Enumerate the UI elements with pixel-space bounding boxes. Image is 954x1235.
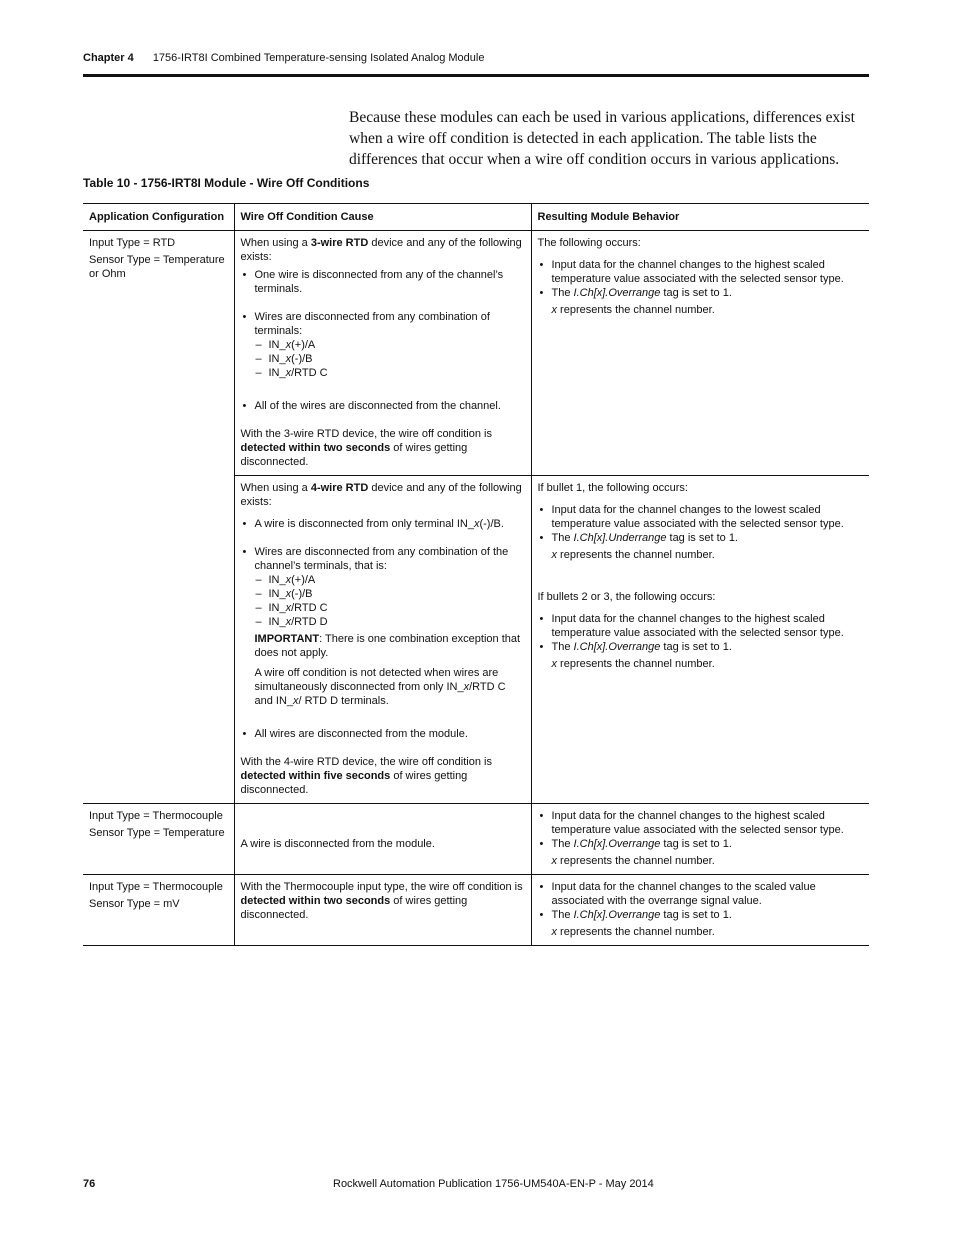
publication-info: Rockwell Automation Publication 1756-UM540A-EN-P - May 2014: [333, 1178, 654, 1190]
list-item: • The I.Ch[x].Overrange tag is set to 1.: [552, 837, 864, 851]
cause-cell-3wire: When using a 3-wire RTD device and any of the following exists: • One wire is disconnected from any of the channel’s terminals. • Wires are disconnected from any combination of terminals: – IN_x(+)/A – IN_x(-)/B – IN_x/RTD C • All of the wires are disconnected from the channel. With the 3-wire RTD device, the wire off condition is detected within two seconds of wires getting disconnected.: [234, 231, 531, 476]
list-item: • Input data for the channel changes to the highest scaled temperature value associated with the selected sensor type.: [552, 809, 864, 837]
cause-cell-tc-temp: A wire is disconnected from the module.: [234, 804, 531, 875]
behavior-cell-3wire: The following occurs: • Input data for the channel changes to the highest scaled temperature value associated with the selected sensor type. • The I.Ch[x].Overrange tag is set to 1. x represents the channel number.: [531, 231, 869, 476]
list-item: • The I.Ch[x].Overrange tag is set to 1.: [552, 286, 864, 300]
cause-cell-4wire: When using a 4-wire RTD device and any of the following exists: • A wire is disconnected from only terminal IN_x(-)/B. • Wires are disconnected from any combination of the channel’s terminals, that is: – IN_x(+)/A – IN_x(-)/B – IN_x/RTD C – IN_x/RTD D IMPORTANT: There is one combination exception that does not apply. A wire off condition is not detected when wires are simultaneously disconnected from only IN_x/RTD C and IN_x/ RTD D terminals. • All wires are disconnected from the module. With the 4-wire RTD device, the wire off condition is detected within five seconds of wires getting disconnected.: [234, 476, 531, 804]
list-item: • Wires are disconnected from any combination of the channel’s terminals, that is: – IN_x(+)/A – IN_x(-)/B – IN_x/RTD C – IN_x/RTD D IMPORTANT: There is one combination exception that does not apply. A wire off condition is not detected when wires are simultaneously disconnected from only IN_x/RTD C and IN_x/ RTD D terminals.: [255, 545, 525, 708]
cause-cell-tc-mv: With the Thermocouple input type, the wire off condition is detected within two seconds of wires getting disconnected.: [234, 875, 531, 946]
col-header-cause: Wire Off Condition Cause: [234, 204, 531, 231]
table-caption: Table 10 - 1756-IRT8I Module - Wire Off Conditions: [83, 176, 370, 190]
running-header: [83, 52, 868, 64]
intro-paragraph: Because these modules can each be used in various applications, differences exist when a wire off condition is detected in each application. The table lists the differences that occur when a wire off condition occurs in various applications.: [349, 109, 855, 168]
config-cell-tc-temp: Input Type = Thermocouple Sensor Type = Temperature: [83, 804, 234, 875]
header-rule: [83, 74, 869, 77]
list-item: • All of the wires are disconnected from the channel.: [255, 399, 525, 413]
list-item: • Input data for the channel changes to the highest scaled temperature value associated with the selected sensor type.: [552, 258, 864, 286]
list-item: • All wires are disconnected from the module.: [255, 727, 525, 741]
chapter-label: Chapter 4: [83, 52, 134, 64]
list-item: • A wire is disconnected from only terminal IN_x(-)/B.: [255, 517, 525, 531]
behavior-cell-tc-temp: • Input data for the channel changes to the highest scaled temperature value associated with the selected sensor type. • The I.Ch[x].Overrange tag is set to 1. x represents the channel number.: [531, 804, 869, 875]
list-item: • Wires are disconnected from any combination of terminals: – IN_x(+)/A – IN_x(-)/B – IN_x/RTD C: [255, 310, 525, 380]
col-header-config: Application Configuration: [83, 204, 234, 231]
page-number: 76: [83, 1178, 96, 1190]
list-item: • The I.Ch[x].Overrange tag is set to 1.: [552, 908, 864, 922]
list-item: • The I.Ch[x].Overrange tag is set to 1.: [552, 640, 864, 654]
list-item: • Input data for the channel changes to the highest scaled temperature value associated with the selected sensor type.: [552, 612, 864, 640]
behavior-cell-tc-mv: • Input data for the channel changes to the scaled value associated with the overrange signal value. • The I.Ch[x].Overrange tag is set to 1. x represents the channel number.: [531, 875, 869, 946]
list-item: • The I.Ch[x].Underrange tag is set to 1.: [552, 531, 864, 545]
list-item: • Input data for the channel changes to the scaled value associated with the overrange signal value.: [552, 880, 864, 908]
config-cell-rtd: Input Type = RTD Sensor Type = Temperature or Ohm: [83, 231, 234, 804]
table-header-row: [83, 204, 869, 231]
col-header-behavior: Resulting Module Behavior: [531, 204, 869, 231]
wire-off-table: [83, 203, 869, 946]
table-row: [83, 804, 869, 875]
list-item: • One wire is disconnected from any of the channel’s terminals.: [255, 268, 525, 296]
table-row: [83, 875, 869, 946]
behavior-cell-4wire: If bullet 1, the following occurs: • Input data for the channel changes to the lowest scaled temperature value associated with the selected sensor type. • The I.Ch[x].Underrange tag is set to 1. x represents the channel number. If bullets 2 or 3, the following occurs: • Input data for the channel changes to the highest scaled temperature value associated with the selected sensor type. • The I.Ch[x].Overrange tag is set to 1. x represents the channel number.: [531, 476, 869, 804]
table-row: [83, 231, 869, 476]
list-item: • Input data for the channel changes to the lowest scaled temperature value associated with the selected sensor type.: [552, 503, 864, 531]
config-cell-tc-mv: Input Type = Thermocouple Sensor Type = mV: [83, 875, 234, 946]
chapter-title: 1756-IRT8I Combined Temperature-sensing Isolated Analog Module: [152, 52, 485, 64]
